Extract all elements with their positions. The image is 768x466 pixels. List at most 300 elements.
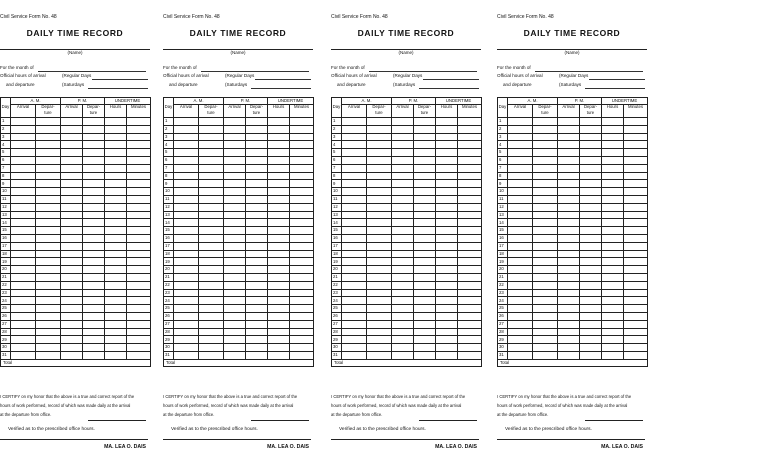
- time-entry-cell[interactable]: [174, 297, 199, 305]
- time-entry-cell[interactable]: [290, 227, 314, 235]
- time-entry-cell[interactable]: [602, 281, 624, 289]
- time-entry-cell[interactable]: [508, 125, 533, 133]
- time-entry-cell[interactable]: [367, 273, 392, 281]
- time-entry-cell[interactable]: [174, 149, 199, 157]
- time-entry-cell[interactable]: [199, 242, 224, 250]
- time-entry-cell[interactable]: [342, 258, 367, 266]
- time-entry-cell[interactable]: [199, 149, 224, 157]
- time-entry-cell[interactable]: [533, 289, 558, 297]
- time-entry-cell[interactable]: [508, 156, 533, 164]
- time-entry-cell[interactable]: [533, 297, 558, 305]
- time-entry-cell[interactable]: [83, 351, 105, 359]
- time-entry-cell[interactable]: [580, 164, 602, 172]
- time-entry-cell[interactable]: [458, 312, 482, 320]
- time-entry-cell[interactable]: [392, 219, 414, 227]
- time-entry-cell[interactable]: [127, 211, 151, 219]
- time-entry-cell[interactable]: [342, 289, 367, 297]
- time-entry-cell[interactable]: [224, 211, 246, 219]
- time-entry-cell[interactable]: [246, 234, 268, 242]
- time-entry-cell[interactable]: [83, 133, 105, 141]
- time-entry-cell[interactable]: [458, 258, 482, 266]
- time-entry-cell[interactable]: [414, 242, 436, 250]
- time-entry-cell[interactable]: [624, 312, 648, 320]
- time-entry-cell[interactable]: [268, 258, 290, 266]
- time-entry-cell[interactable]: [61, 203, 83, 211]
- time-entry-cell[interactable]: [602, 164, 624, 172]
- time-entry-cell[interactable]: [367, 328, 392, 336]
- time-entry-cell[interactable]: [458, 219, 482, 227]
- time-entry-cell[interactable]: [246, 227, 268, 235]
- time-entry-cell[interactable]: [11, 118, 36, 126]
- time-entry-cell[interactable]: [414, 133, 436, 141]
- time-entry-cell[interactable]: [268, 156, 290, 164]
- time-entry-cell[interactable]: [458, 250, 482, 258]
- time-entry-cell[interactable]: [414, 328, 436, 336]
- time-entry-cell[interactable]: [558, 242, 580, 250]
- time-entry-cell[interactable]: [246, 266, 268, 274]
- time-entry-cell[interactable]: [61, 297, 83, 305]
- time-entry-cell[interactable]: [436, 266, 458, 274]
- time-entry-cell[interactable]: [458, 234, 482, 242]
- time-entry-cell[interactable]: [533, 149, 558, 157]
- time-entry-cell[interactable]: [436, 141, 458, 149]
- time-entry-cell[interactable]: [414, 281, 436, 289]
- time-entry-cell[interactable]: [533, 141, 558, 149]
- time-entry-cell[interactable]: [533, 227, 558, 235]
- time-entry-cell[interactable]: [224, 203, 246, 211]
- time-entry-cell[interactable]: [558, 164, 580, 172]
- time-entry-cell[interactable]: [36, 227, 61, 235]
- time-entry-cell[interactable]: [367, 219, 392, 227]
- time-entry-cell[interactable]: [127, 188, 151, 196]
- time-entry-cell[interactable]: [83, 211, 105, 219]
- time-entry-cell[interactable]: [558, 344, 580, 352]
- time-entry-cell[interactable]: [436, 180, 458, 188]
- time-entry-cell[interactable]: [602, 250, 624, 258]
- time-entry-cell[interactable]: [342, 227, 367, 235]
- time-entry-cell[interactable]: [458, 273, 482, 281]
- time-entry-cell[interactable]: [61, 180, 83, 188]
- time-entry-cell[interactable]: [342, 149, 367, 157]
- time-entry-cell[interactable]: [290, 211, 314, 219]
- time-entry-cell[interactable]: [602, 289, 624, 297]
- time-entry-cell[interactable]: [246, 180, 268, 188]
- time-entry-cell[interactable]: [342, 305, 367, 313]
- time-entry-cell[interactable]: [367, 351, 392, 359]
- time-entry-cell[interactable]: [105, 336, 127, 344]
- time-entry-cell[interactable]: [174, 118, 199, 126]
- time-entry-cell[interactable]: [436, 344, 458, 352]
- time-entry-cell[interactable]: [268, 344, 290, 352]
- time-entry-cell[interactable]: [624, 172, 648, 180]
- time-entry-cell[interactable]: [414, 211, 436, 219]
- time-entry-cell[interactable]: [290, 118, 314, 126]
- time-entry-cell[interactable]: [83, 328, 105, 336]
- time-entry-cell[interactable]: [11, 180, 36, 188]
- time-entry-cell[interactable]: [367, 141, 392, 149]
- time-entry-cell[interactable]: [580, 266, 602, 274]
- time-entry-cell[interactable]: [11, 234, 36, 242]
- time-entry-cell[interactable]: [342, 188, 367, 196]
- time-entry-cell[interactable]: [127, 320, 151, 328]
- time-entry-cell[interactable]: [36, 141, 61, 149]
- time-entry-cell[interactable]: [458, 203, 482, 211]
- time-entry-cell[interactable]: [342, 250, 367, 258]
- time-entry-cell[interactable]: [458, 118, 482, 126]
- time-entry-cell[interactable]: [61, 289, 83, 297]
- time-entry-cell[interactable]: [61, 195, 83, 203]
- time-entry-cell[interactable]: [174, 320, 199, 328]
- time-entry-cell[interactable]: [533, 344, 558, 352]
- time-entry-cell[interactable]: [558, 336, 580, 344]
- time-entry-cell[interactable]: [602, 219, 624, 227]
- time-entry-cell[interactable]: [83, 203, 105, 211]
- time-entry-cell[interactable]: [36, 234, 61, 242]
- time-entry-cell[interactable]: [83, 258, 105, 266]
- time-entry-cell[interactable]: [246, 336, 268, 344]
- time-entry-cell[interactable]: [83, 305, 105, 313]
- time-entry-cell[interactable]: [533, 242, 558, 250]
- time-entry-cell[interactable]: [83, 180, 105, 188]
- time-entry-cell[interactable]: [290, 250, 314, 258]
- time-entry-cell[interactable]: [342, 234, 367, 242]
- time-entry-cell[interactable]: [199, 141, 224, 149]
- time-entry-cell[interactable]: [436, 351, 458, 359]
- time-entry-cell[interactable]: [199, 118, 224, 126]
- time-entry-cell[interactable]: [105, 172, 127, 180]
- time-entry-cell[interactable]: [290, 188, 314, 196]
- time-entry-cell[interactable]: [83, 156, 105, 164]
- time-entry-cell[interactable]: [392, 164, 414, 172]
- time-entry-cell[interactable]: [36, 164, 61, 172]
- time-entry-cell[interactable]: [61, 258, 83, 266]
- time-entry-cell[interactable]: [268, 242, 290, 250]
- time-entry-cell[interactable]: [436, 118, 458, 126]
- time-entry-cell[interactable]: [11, 219, 36, 227]
- time-entry-cell[interactable]: [199, 133, 224, 141]
- time-entry-cell[interactable]: [105, 281, 127, 289]
- time-entry-cell[interactable]: [11, 351, 36, 359]
- time-entry-cell[interactable]: [174, 328, 199, 336]
- time-entry-cell[interactable]: [367, 188, 392, 196]
- time-entry-cell[interactable]: [224, 312, 246, 320]
- time-entry-cell[interactable]: [224, 289, 246, 297]
- time-entry-cell[interactable]: [508, 273, 533, 281]
- time-entry-cell[interactable]: [11, 266, 36, 274]
- time-entry-cell[interactable]: [246, 289, 268, 297]
- time-entry-cell[interactable]: [11, 281, 36, 289]
- time-entry-cell[interactable]: [392, 266, 414, 274]
- time-entry-cell[interactable]: [436, 203, 458, 211]
- time-entry-cell[interactable]: [246, 258, 268, 266]
- time-entry-cell[interactable]: [508, 141, 533, 149]
- time-entry-cell[interactable]: [224, 195, 246, 203]
- time-entry-cell[interactable]: [199, 297, 224, 305]
- time-entry-cell[interactable]: [105, 149, 127, 157]
- time-entry-cell[interactable]: [342, 351, 367, 359]
- time-entry-cell[interactable]: [127, 289, 151, 297]
- time-entry-cell[interactable]: [127, 219, 151, 227]
- time-entry-cell[interactable]: [558, 250, 580, 258]
- time-entry-cell[interactable]: [268, 203, 290, 211]
- time-entry-cell[interactable]: [224, 336, 246, 344]
- time-entry-cell[interactable]: [290, 320, 314, 328]
- time-entry-cell[interactable]: [558, 141, 580, 149]
- time-entry-cell[interactable]: [61, 227, 83, 235]
- time-entry-cell[interactable]: [11, 156, 36, 164]
- time-entry-cell[interactable]: [268, 195, 290, 203]
- time-entry-cell[interactable]: [533, 211, 558, 219]
- time-entry-cell[interactable]: [392, 305, 414, 313]
- time-entry-cell[interactable]: [508, 281, 533, 289]
- time-entry-cell[interactable]: [436, 297, 458, 305]
- time-entry-cell[interactable]: [224, 133, 246, 141]
- time-entry-cell[interactable]: [508, 242, 533, 250]
- time-entry-cell[interactable]: [367, 227, 392, 235]
- time-entry-cell[interactable]: [508, 250, 533, 258]
- time-entry-cell[interactable]: [174, 227, 199, 235]
- time-entry-cell[interactable]: [342, 320, 367, 328]
- time-entry-cell[interactable]: [199, 234, 224, 242]
- time-entry-cell[interactable]: [458, 336, 482, 344]
- time-entry-cell[interactable]: [558, 234, 580, 242]
- time-entry-cell[interactable]: [602, 242, 624, 250]
- time-entry-cell[interactable]: [61, 242, 83, 250]
- time-entry-cell[interactable]: [36, 188, 61, 196]
- time-entry-cell[interactable]: [105, 242, 127, 250]
- time-entry-cell[interactable]: [268, 312, 290, 320]
- time-entry-cell[interactable]: [174, 266, 199, 274]
- time-entry-cell[interactable]: [342, 273, 367, 281]
- time-entry-cell[interactable]: [602, 188, 624, 196]
- time-entry-cell[interactable]: [458, 344, 482, 352]
- time-entry-cell[interactable]: [580, 141, 602, 149]
- time-entry-cell[interactable]: [83, 188, 105, 196]
- time-entry-cell[interactable]: [508, 312, 533, 320]
- time-entry-cell[interactable]: [342, 336, 367, 344]
- time-entry-cell[interactable]: [367, 118, 392, 126]
- time-entry-cell[interactable]: [290, 219, 314, 227]
- time-entry-cell[interactable]: [458, 188, 482, 196]
- time-entry-cell[interactable]: [127, 305, 151, 313]
- time-entry-cell[interactable]: [392, 141, 414, 149]
- time-entry-cell[interactable]: [224, 320, 246, 328]
- time-entry-cell[interactable]: [11, 242, 36, 250]
- time-entry-cell[interactable]: [224, 118, 246, 126]
- time-entry-cell[interactable]: [580, 312, 602, 320]
- time-entry-cell[interactable]: [174, 203, 199, 211]
- time-entry-cell[interactable]: [367, 344, 392, 352]
- time-entry-cell[interactable]: [342, 242, 367, 250]
- time-entry-cell[interactable]: [367, 281, 392, 289]
- time-entry-cell[interactable]: [558, 297, 580, 305]
- time-entry-cell[interactable]: [11, 188, 36, 196]
- time-entry-cell[interactable]: [414, 156, 436, 164]
- time-entry-cell[interactable]: [199, 219, 224, 227]
- time-entry-cell[interactable]: [458, 266, 482, 274]
- time-entry-cell[interactable]: [174, 273, 199, 281]
- time-entry-cell[interactable]: [580, 281, 602, 289]
- time-entry-cell[interactable]: [83, 118, 105, 126]
- time-entry-cell[interactable]: [624, 281, 648, 289]
- time-entry-cell[interactable]: [105, 227, 127, 235]
- time-entry-cell[interactable]: [224, 297, 246, 305]
- time-entry-cell[interactable]: [414, 320, 436, 328]
- time-entry-cell[interactable]: [83, 172, 105, 180]
- time-entry-cell[interactable]: [105, 266, 127, 274]
- time-entry-cell[interactable]: [436, 250, 458, 258]
- time-entry-cell[interactable]: [414, 180, 436, 188]
- time-entry-cell[interactable]: [83, 141, 105, 149]
- time-entry-cell[interactable]: [199, 211, 224, 219]
- time-entry-cell[interactable]: [199, 281, 224, 289]
- time-entry-cell[interactable]: [392, 344, 414, 352]
- time-entry-cell[interactable]: [224, 164, 246, 172]
- time-entry-cell[interactable]: [127, 227, 151, 235]
- time-entry-cell[interactable]: [624, 195, 648, 203]
- time-entry-cell[interactable]: [580, 125, 602, 133]
- time-entry-cell[interactable]: [508, 180, 533, 188]
- time-entry-cell[interactable]: [342, 312, 367, 320]
- time-entry-cell[interactable]: [342, 118, 367, 126]
- time-entry-cell[interactable]: [199, 172, 224, 180]
- time-entry-cell[interactable]: [580, 149, 602, 157]
- time-entry-cell[interactable]: [246, 156, 268, 164]
- time-entry-cell[interactable]: [508, 289, 533, 297]
- time-entry-cell[interactable]: [174, 305, 199, 313]
- time-entry-cell[interactable]: [558, 172, 580, 180]
- time-entry-cell[interactable]: [436, 195, 458, 203]
- time-entry-cell[interactable]: [174, 336, 199, 344]
- time-entry-cell[interactable]: [458, 351, 482, 359]
- time-entry-cell[interactable]: [174, 281, 199, 289]
- time-entry-cell[interactable]: [342, 172, 367, 180]
- time-entry-cell[interactable]: [83, 227, 105, 235]
- time-entry-cell[interactable]: [11, 305, 36, 313]
- time-entry-cell[interactable]: [246, 118, 268, 126]
- time-entry-cell[interactable]: [36, 351, 61, 359]
- time-entry-cell[interactable]: [174, 195, 199, 203]
- time-entry-cell[interactable]: [224, 125, 246, 133]
- time-entry-cell[interactable]: [290, 351, 314, 359]
- time-entry-cell[interactable]: [342, 164, 367, 172]
- time-entry-cell[interactable]: [533, 164, 558, 172]
- time-entry-cell[interactable]: [290, 172, 314, 180]
- time-entry-cell[interactable]: [174, 188, 199, 196]
- time-entry-cell[interactable]: [83, 281, 105, 289]
- time-entry-cell[interactable]: [533, 305, 558, 313]
- time-entry-cell[interactable]: [508, 133, 533, 141]
- time-entry-cell[interactable]: [558, 133, 580, 141]
- time-entry-cell[interactable]: [533, 133, 558, 141]
- time-entry-cell[interactable]: [61, 219, 83, 227]
- time-entry-cell[interactable]: [624, 351, 648, 359]
- time-entry-cell[interactable]: [268, 149, 290, 157]
- time-entry-cell[interactable]: [83, 149, 105, 157]
- time-entry-cell[interactable]: [174, 234, 199, 242]
- time-entry-cell[interactable]: [624, 125, 648, 133]
- time-entry-cell[interactable]: [61, 234, 83, 242]
- time-entry-cell[interactable]: [224, 227, 246, 235]
- time-entry-cell[interactable]: [268, 188, 290, 196]
- time-entry-cell[interactable]: [392, 242, 414, 250]
- time-entry-cell[interactable]: [174, 172, 199, 180]
- time-entry-cell[interactable]: [61, 281, 83, 289]
- time-entry-cell[interactable]: [414, 305, 436, 313]
- time-entry-cell[interactable]: [199, 320, 224, 328]
- time-entry-cell[interactable]: [458, 242, 482, 250]
- time-entry-cell[interactable]: [342, 203, 367, 211]
- time-entry-cell[interactable]: [367, 156, 392, 164]
- time-entry-cell[interactable]: [392, 250, 414, 258]
- time-entry-cell[interactable]: [246, 305, 268, 313]
- time-entry-cell[interactable]: [61, 156, 83, 164]
- time-entry-cell[interactable]: [105, 180, 127, 188]
- time-entry-cell[interactable]: [290, 149, 314, 157]
- time-entry-cell[interactable]: [367, 250, 392, 258]
- time-entry-cell[interactable]: [436, 258, 458, 266]
- time-entry-cell[interactable]: [602, 266, 624, 274]
- time-entry-cell[interactable]: [558, 195, 580, 203]
- time-entry-cell[interactable]: [342, 281, 367, 289]
- time-entry-cell[interactable]: [199, 312, 224, 320]
- time-entry-cell[interactable]: [268, 211, 290, 219]
- time-entry-cell[interactable]: [268, 125, 290, 133]
- time-entry-cell[interactable]: [174, 125, 199, 133]
- time-entry-cell[interactable]: [367, 164, 392, 172]
- time-entry-cell[interactable]: [61, 141, 83, 149]
- time-entry-cell[interactable]: [174, 156, 199, 164]
- time-entry-cell[interactable]: [36, 336, 61, 344]
- time-entry-cell[interactable]: [36, 242, 61, 250]
- time-entry-cell[interactable]: [246, 328, 268, 336]
- time-entry-cell[interactable]: [268, 320, 290, 328]
- time-entry-cell[interactable]: [36, 156, 61, 164]
- time-entry-cell[interactable]: [508, 234, 533, 242]
- time-entry-cell[interactable]: [436, 305, 458, 313]
- time-entry-cell[interactable]: [127, 344, 151, 352]
- time-entry-cell[interactable]: [458, 289, 482, 297]
- time-entry-cell[interactable]: [246, 172, 268, 180]
- time-entry-cell[interactable]: [83, 164, 105, 172]
- time-entry-cell[interactable]: [436, 227, 458, 235]
- time-entry-cell[interactable]: [105, 118, 127, 126]
- time-entry-cell[interactable]: [246, 320, 268, 328]
- time-entry-cell[interactable]: [624, 118, 648, 126]
- time-entry-cell[interactable]: [392, 118, 414, 126]
- time-entry-cell[interactable]: [224, 250, 246, 258]
- time-entry-cell[interactable]: [580, 180, 602, 188]
- time-entry-cell[interactable]: [414, 125, 436, 133]
- time-entry-cell[interactable]: [224, 156, 246, 164]
- time-entry-cell[interactable]: [367, 305, 392, 313]
- time-entry-cell[interactable]: [36, 258, 61, 266]
- time-entry-cell[interactable]: [290, 281, 314, 289]
- time-entry-cell[interactable]: [224, 273, 246, 281]
- time-entry-cell[interactable]: [508, 320, 533, 328]
- time-entry-cell[interactable]: [436, 211, 458, 219]
- time-entry-cell[interactable]: [127, 149, 151, 157]
- time-entry-cell[interactable]: [414, 258, 436, 266]
- time-entry-cell[interactable]: [558, 211, 580, 219]
- time-entry-cell[interactable]: [199, 203, 224, 211]
- time-entry-cell[interactable]: [11, 297, 36, 305]
- time-entry-cell[interactable]: [624, 336, 648, 344]
- time-entry-cell[interactable]: [127, 336, 151, 344]
- time-entry-cell[interactable]: [580, 320, 602, 328]
- time-entry-cell[interactable]: [624, 149, 648, 157]
- time-entry-cell[interactable]: [246, 250, 268, 258]
